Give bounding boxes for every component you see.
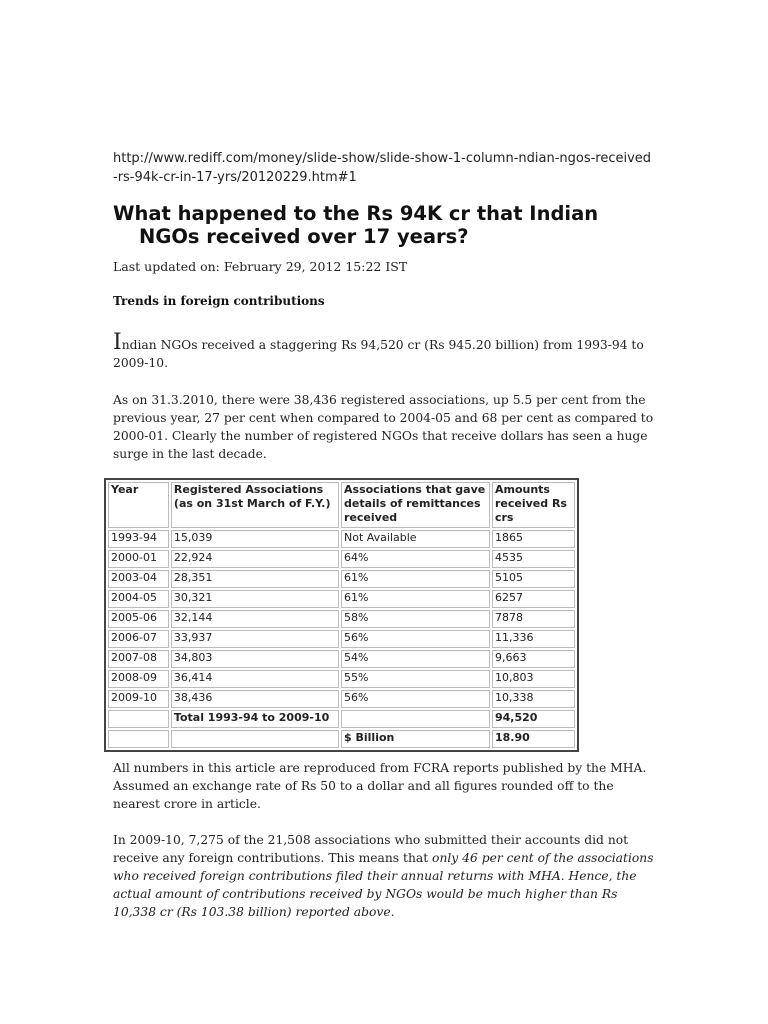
table-cell: 61%: [341, 590, 490, 608]
table-billion-row: [108, 730, 575, 748]
source-url: http://www.rediff.com/money/slide-show/slide-show-1-column-ndian-ngos-received-rs-94k-cr-in-17-yrs/20120229.htm#1: [113, 151, 652, 185]
table-cell: 1865: [492, 530, 575, 548]
table-cell: 34,803: [171, 650, 339, 668]
contributions-table: [104, 478, 579, 752]
table-cell: 2006-07: [108, 630, 169, 648]
table-cell: Not Available: [341, 530, 490, 548]
table-cell: 1993-94: [108, 530, 169, 548]
table-row: [108, 630, 575, 648]
table-cell: [171, 730, 339, 748]
table-row: [108, 610, 575, 628]
table-cell: 15,039: [171, 530, 339, 548]
table-cell: 28,351: [171, 570, 339, 588]
table-row: [108, 550, 575, 568]
headline-line-2: NGOs received over 17 years?: [139, 225, 469, 248]
conclusion-text: In 2009-10, 7,275 of the 21,508 associations who submitted their accounts did not receive any foreign contributions. This means that: [113, 833, 629, 865]
table-cell: 6257: [492, 590, 575, 608]
section-subheading: Trends in foreign contributions: [113, 294, 325, 308]
headline-line-1: What happened to the Rs 94K cr that Indian: [113, 202, 599, 225]
table-cell: 61%: [341, 570, 490, 588]
table-cell: 55%: [341, 670, 490, 688]
billion-value: 18.90: [492, 730, 575, 748]
last-updated: Last updated on: February 29, 2012 15:22 IST: [113, 259, 408, 274]
table-cell: 2005-06: [108, 610, 169, 628]
billion-label: $ Billion: [341, 730, 490, 748]
table-cell: 9,663: [492, 650, 575, 668]
total-value: 94,520: [492, 710, 575, 728]
table-cell: 11,336: [492, 630, 575, 648]
table-total-row: [108, 710, 575, 728]
table-cell: 54%: [341, 650, 490, 668]
table-cell: 4535: [492, 550, 575, 568]
column-header: Registered Associations (as on 31st March of F.Y.): [171, 482, 339, 528]
paragraph-registered: As on 31.3.2010, there were 38,436 registered associations, up 5.5 per cent from the previous year, 27 per cent when compared to 2004-05 and 68 per cent as compared to 2000-01. Clearly the number of registered NGOs that receive dollars has seen a huge surge in the last decade.: [113, 393, 654, 461]
table-cell: 58%: [341, 610, 490, 628]
table-cell: [341, 710, 490, 728]
table-cell: 2008-09: [108, 670, 169, 688]
column-header: Year: [108, 482, 169, 528]
table-cell: 2000-01: [108, 550, 169, 568]
table-cell: 2003-04: [108, 570, 169, 588]
table-row: [108, 570, 575, 588]
table-row: [108, 530, 575, 548]
column-header: Amounts received Rs crs: [492, 482, 575, 528]
table-cell: 30,321: [171, 590, 339, 608]
table-cell: 2007-08: [108, 650, 169, 668]
table-row: [108, 590, 575, 608]
total-label: Total 1993-94 to 2009-10: [171, 710, 339, 728]
table-cell: 64%: [341, 550, 490, 568]
paragraph-intro-text: ndian NGOs received a staggering Rs 94,520 cr (Rs 945.20 billion) from 1993-94 to 2009-10.: [113, 338, 644, 370]
table-cell: 5105: [492, 570, 575, 588]
table-cell: [108, 730, 169, 748]
table-row: [108, 690, 575, 708]
table-cell: 56%: [341, 690, 490, 708]
drop-cap: I: [113, 330, 122, 355]
table-cell: 10,803: [492, 670, 575, 688]
table-cell: 36,414: [171, 670, 339, 688]
table-cell: [108, 710, 169, 728]
table-cell: 32,144: [171, 610, 339, 628]
table-row: [108, 670, 575, 688]
conclusion-italic-text: only 46 per cent of the associations who received foreign contributions filed their annual returns with MHA. Hence, the actual amount of contributions received by NGOs would be much higher than Rs 10,338 cr (Rs 103.38 billion) reported above.: [113, 851, 654, 919]
table-cell: 2004-05: [108, 590, 169, 608]
table-row: [108, 650, 575, 668]
table-cell: 38,436: [171, 690, 339, 708]
paragraph-intro: [113, 330, 658, 372]
table-cell: 33,937: [171, 630, 339, 648]
table-cell: 7878: [492, 610, 575, 628]
table-cell: 2009-10: [108, 690, 169, 708]
table-cell: 56%: [341, 630, 490, 648]
paragraph-conclusion: [113, 831, 658, 921]
column-header: Associations that gave details of remittances received: [341, 482, 490, 528]
table-header-row: [108, 482, 575, 528]
table-cell: 22,924: [171, 550, 339, 568]
article-headline: [113, 202, 658, 248]
table-cell: 10,338: [492, 690, 575, 708]
paragraph-sources: All numbers in this article are reproduced from FCRA reports published by the MHA. Assumed an exchange rate of Rs 50 to a dollar and all figures rounded off to the nearest crore in article.: [113, 761, 647, 811]
